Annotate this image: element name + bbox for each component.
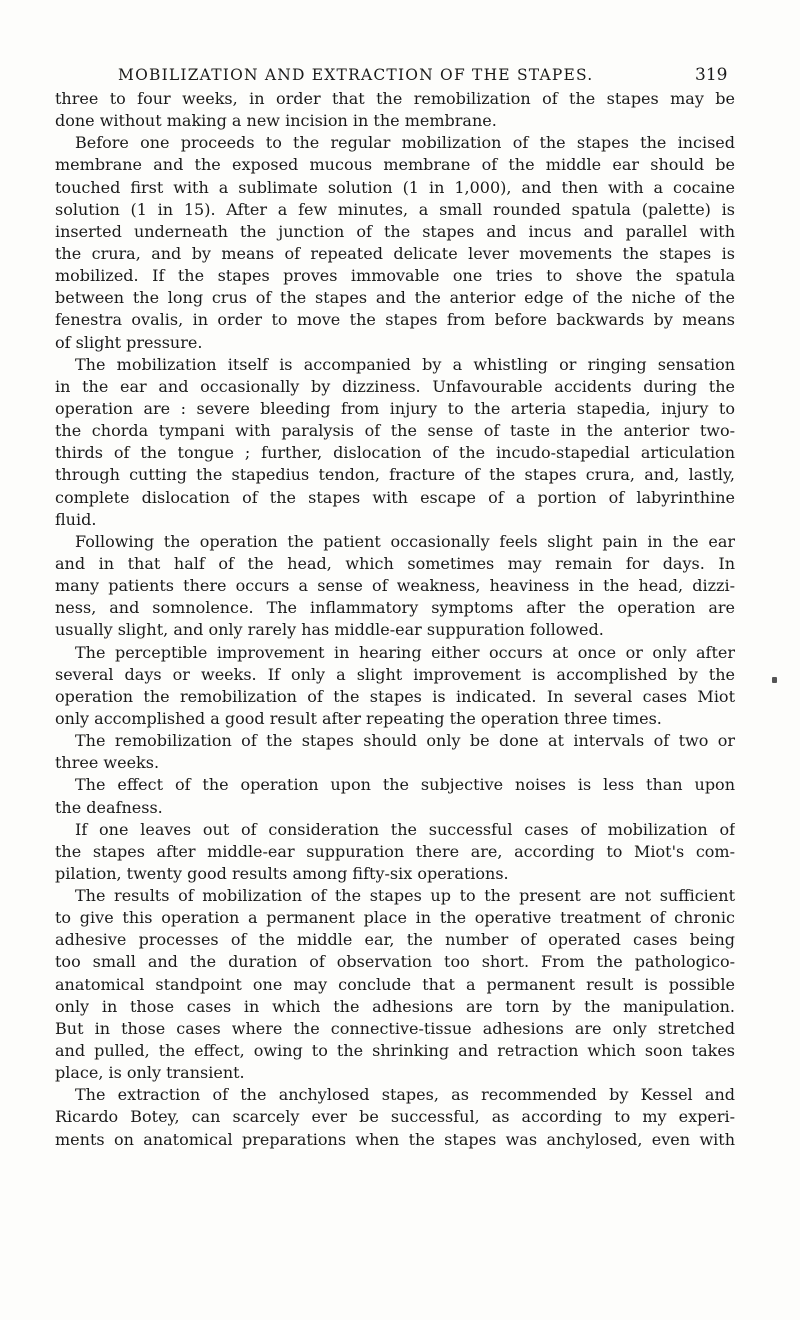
text-line: many patients there occurs a sense of weakness, heaviness in the head, dizzi-: [55, 576, 735, 596]
text-line: usually slight, and only rarely has middle-ear suppuration followed.: [55, 620, 604, 640]
text-line: Following the operation the patient occasionally feels slight pain in the ear: [75, 531, 735, 551]
text-line: ness, and somnolence. The inflammatory symptoms after the operation are: [55, 598, 735, 618]
text-line: membrane and the exposed mucous membrane of the middle ear should be: [55, 155, 735, 175]
text-line: in the ear and occasionally by dizziness. Unfavourable accidents during the: [55, 376, 735, 396]
text-line: operation are : severe bleeding from injury to the arteria stapedia, injury to: [55, 398, 735, 418]
text-line: done without making a new incision in the membrane.: [55, 111, 497, 131]
text-line: ments on anatomical preparations when the stapes was anchylosed, even with: [55, 1129, 735, 1149]
text-line: only accomplished a good result after repeating the operation three times.: [55, 708, 662, 728]
text-line: inserted underneath the junction of the stapes and incus and parallel with: [55, 221, 735, 241]
text-line: fenestra ovalis, in order to move the stapes from before backwards by means: [55, 310, 735, 330]
text-line: Ricardo Botey, can scarcely ever be successful, as according to my experi-: [55, 1107, 735, 1127]
text-line: The results of mobilization of the stapes up to the present are not sufficient: [75, 886, 735, 906]
text-line: place, is only transient.: [55, 1063, 245, 1083]
text-line: three to four weeks, in order that the remobilization of the stapes may be: [55, 89, 735, 108]
text-line: adhesive processes of the middle ear, the number of operated cases being: [55, 930, 735, 950]
text-line: the crura, and by means of repeated delicate lever movements the stapes is: [55, 243, 735, 263]
text-line: The perceptible improvement in hearing either occurs at once or only after: [75, 642, 735, 662]
text-line: thirds of the tongue ; further, dislocation of the incudo-stapedial articulation: [55, 443, 735, 463]
text-line: The effect of the operation upon the subjective noises is less than upon: [75, 775, 735, 795]
page-number: 319: [695, 65, 728, 85]
text-line: pilation, twenty good results among fifty-six operations.: [55, 863, 509, 883]
text-line: If one leaves out of consideration the successful cases of mobilization of: [75, 819, 735, 839]
text-line: the stapes after middle-ear suppuration there are, according to Miot's com-: [55, 841, 735, 861]
text-line: anatomical standpoint one may conclude that a permanent result is possible: [55, 974, 735, 994]
text-line: mobilized. If the stapes proves immovable one tries to shove the spatula: [55, 266, 735, 286]
text-line: touched first with a sublimate solution (1 in 1,000), and then with a cocaine: [55, 177, 735, 197]
running-head: MOBILIZATION AND EXTRACTION OF THE STAPES.: [118, 66, 594, 84]
text-line: The remobilization of the stapes should only be done at intervals of two or: [75, 731, 735, 751]
text-line: only in those cases in which the adhesions are torn by the manipulation.: [55, 996, 735, 1016]
text-line: the deafness.: [55, 797, 163, 817]
text-line: complete dislocation of the stapes with escape of a portion of labyrinthine: [55, 487, 735, 507]
text-line: several days or weeks. If only a slight improvement is accomplished by the: [55, 664, 735, 684]
text-line: too small and the duration of observation too short. From the pathologico-: [55, 952, 735, 972]
text-line: operation the remobilization of the stapes is indicated. In several cases Miot: [55, 686, 735, 706]
text-line: The mobilization itself is accompanied by a whistling or ringing sensation: [75, 354, 735, 374]
text-line: the chorda tympani with paralysis of the sense of taste in the anterior two-: [55, 421, 735, 441]
text-line: The extraction of the anchylosed stapes, as recommended by Kessel and: [75, 1085, 735, 1105]
margin-mark: [772, 677, 777, 683]
text-line: fluid.: [55, 509, 97, 529]
text-line: to give this operation a permanent place in the operative treatment of chronic: [55, 908, 735, 928]
text-line: Before one proceeds to the regular mobilization of the stapes the incised: [75, 133, 735, 153]
body-text: [55, 88, 735, 1151]
text-line: But in those cases where the connective-tissue adhesions are only stretched: [55, 1018, 735, 1038]
text-line: through cutting the stapedius tendon, fracture of the stapes crura, and, lastly,: [55, 465, 735, 485]
text-line: between the long crus of the stapes and the anterior edge of the niche of the: [55, 288, 735, 308]
text-line: and in that half of the head, which sometimes may remain for days. In: [55, 553, 735, 573]
text-line: three weeks.: [55, 753, 160, 773]
text-line: and pulled, the effect, owing to the shrinking and retraction which soon takes: [55, 1041, 735, 1061]
text-line: solution (1 in 15). After a few minutes, a small rounded spatula (palette) is: [55, 199, 735, 219]
text-line: of slight pressure.: [55, 332, 203, 352]
